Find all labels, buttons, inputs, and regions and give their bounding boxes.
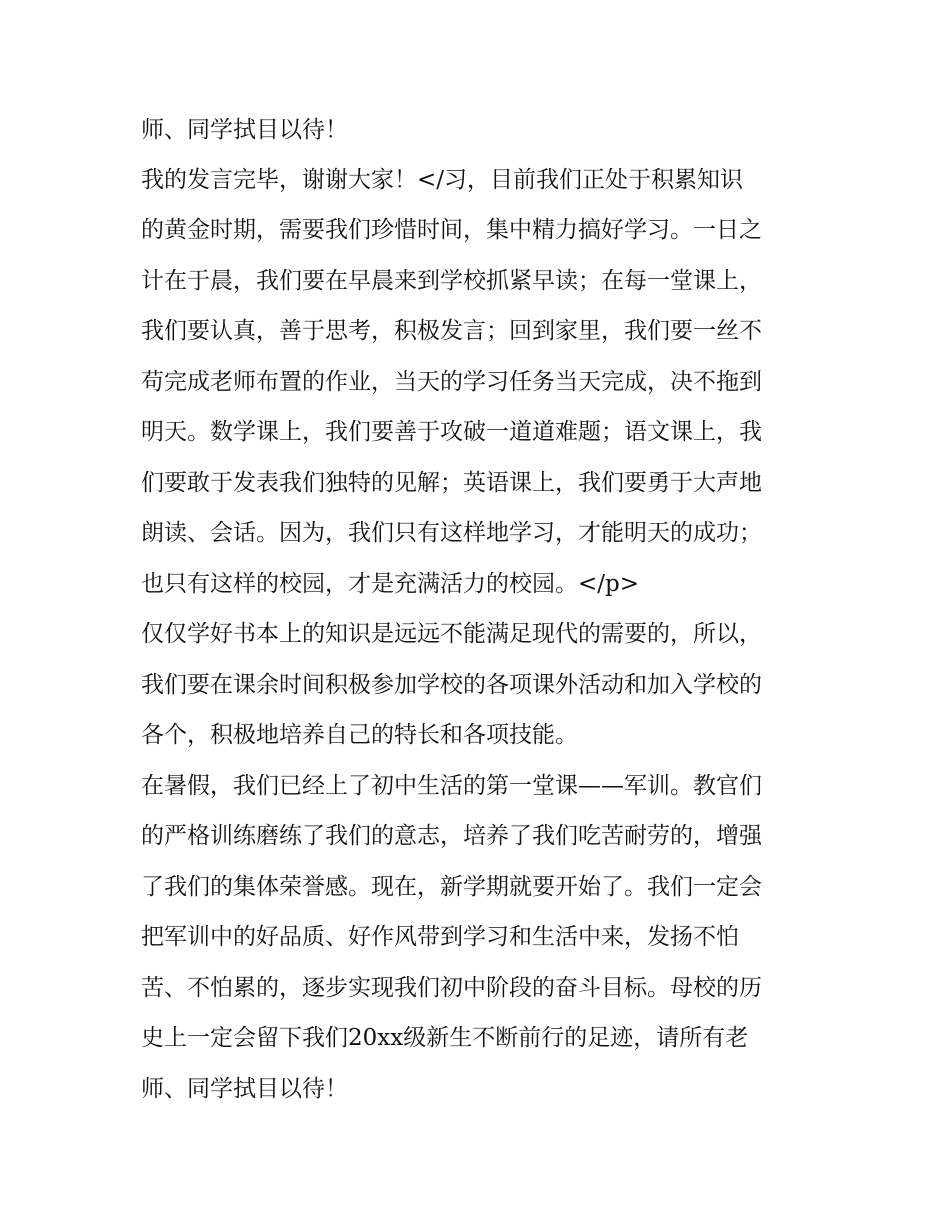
text-line: 苟完成老师布置的作业，当天的学习任务当天完成，决不拖到 xyxy=(141,369,762,395)
text-line: 史上一定会留下我们20xx级新生不断前行的足迹，请所有老 xyxy=(141,1025,749,1051)
text-line: 我们要认真，善于思考，积极发言；回到家里，我们要一丝不 xyxy=(141,318,762,344)
text-line: 了我们的集体荣誉感。现在，新学期就要开始了。我们一定会 xyxy=(141,874,762,900)
text-line: 的严格训练磨练了我们的意志，培养了我们吃苦耐劳的，增强 xyxy=(141,823,762,849)
text-line: 师、同学拭目以待！ xyxy=(141,117,348,143)
text-line: 们要敢于发表我们独特的见解；英语课上，我们要勇于大声地 xyxy=(141,470,762,496)
text-line: 苦、不怕累的，逐步实现我们初中阶段的奋斗目标。母校的历 xyxy=(141,975,762,1001)
text-line: 在暑假，我们已经上了初中生活的第一堂课——军训。教官们 xyxy=(141,773,762,799)
text-line: 计在于晨，我们要在早晨来到学校抓紧早读；在每一堂课上， xyxy=(141,268,762,294)
text-line: 我们要在课余时间积极参加学校的各项课外活动和加入学校的 xyxy=(141,672,762,698)
text-line: 的黄金时期，需要我们珍惜时间，集中精力搞好学习。一日之 xyxy=(141,217,762,243)
text-line: 各个，积极地培养自己的特长和各项技能。 xyxy=(141,722,578,748)
text-line: 明天。数学课上，我们要善于攻破一道道难题；语文课上，我 xyxy=(141,419,762,445)
text-line: 也只有这样的校园，才是充满活力的校园。</p> xyxy=(141,571,640,597)
text-line: 仅仅学好书本上的知识是远远不能满足现代的需要的，所以， xyxy=(141,621,762,647)
text-line: 师、同学拭目以待！ xyxy=(141,1076,348,1102)
text-line: 朗读、会话。因为，我们只有这样地学习，才能明天的成功； xyxy=(141,520,762,546)
text-line: 把军训中的好品质、好作风带到学习和生活中来，发扬不怕 xyxy=(141,924,739,950)
text-line: 我的发言完毕，谢谢大家！</习，目前我们正处于积累知识 xyxy=(141,167,744,193)
